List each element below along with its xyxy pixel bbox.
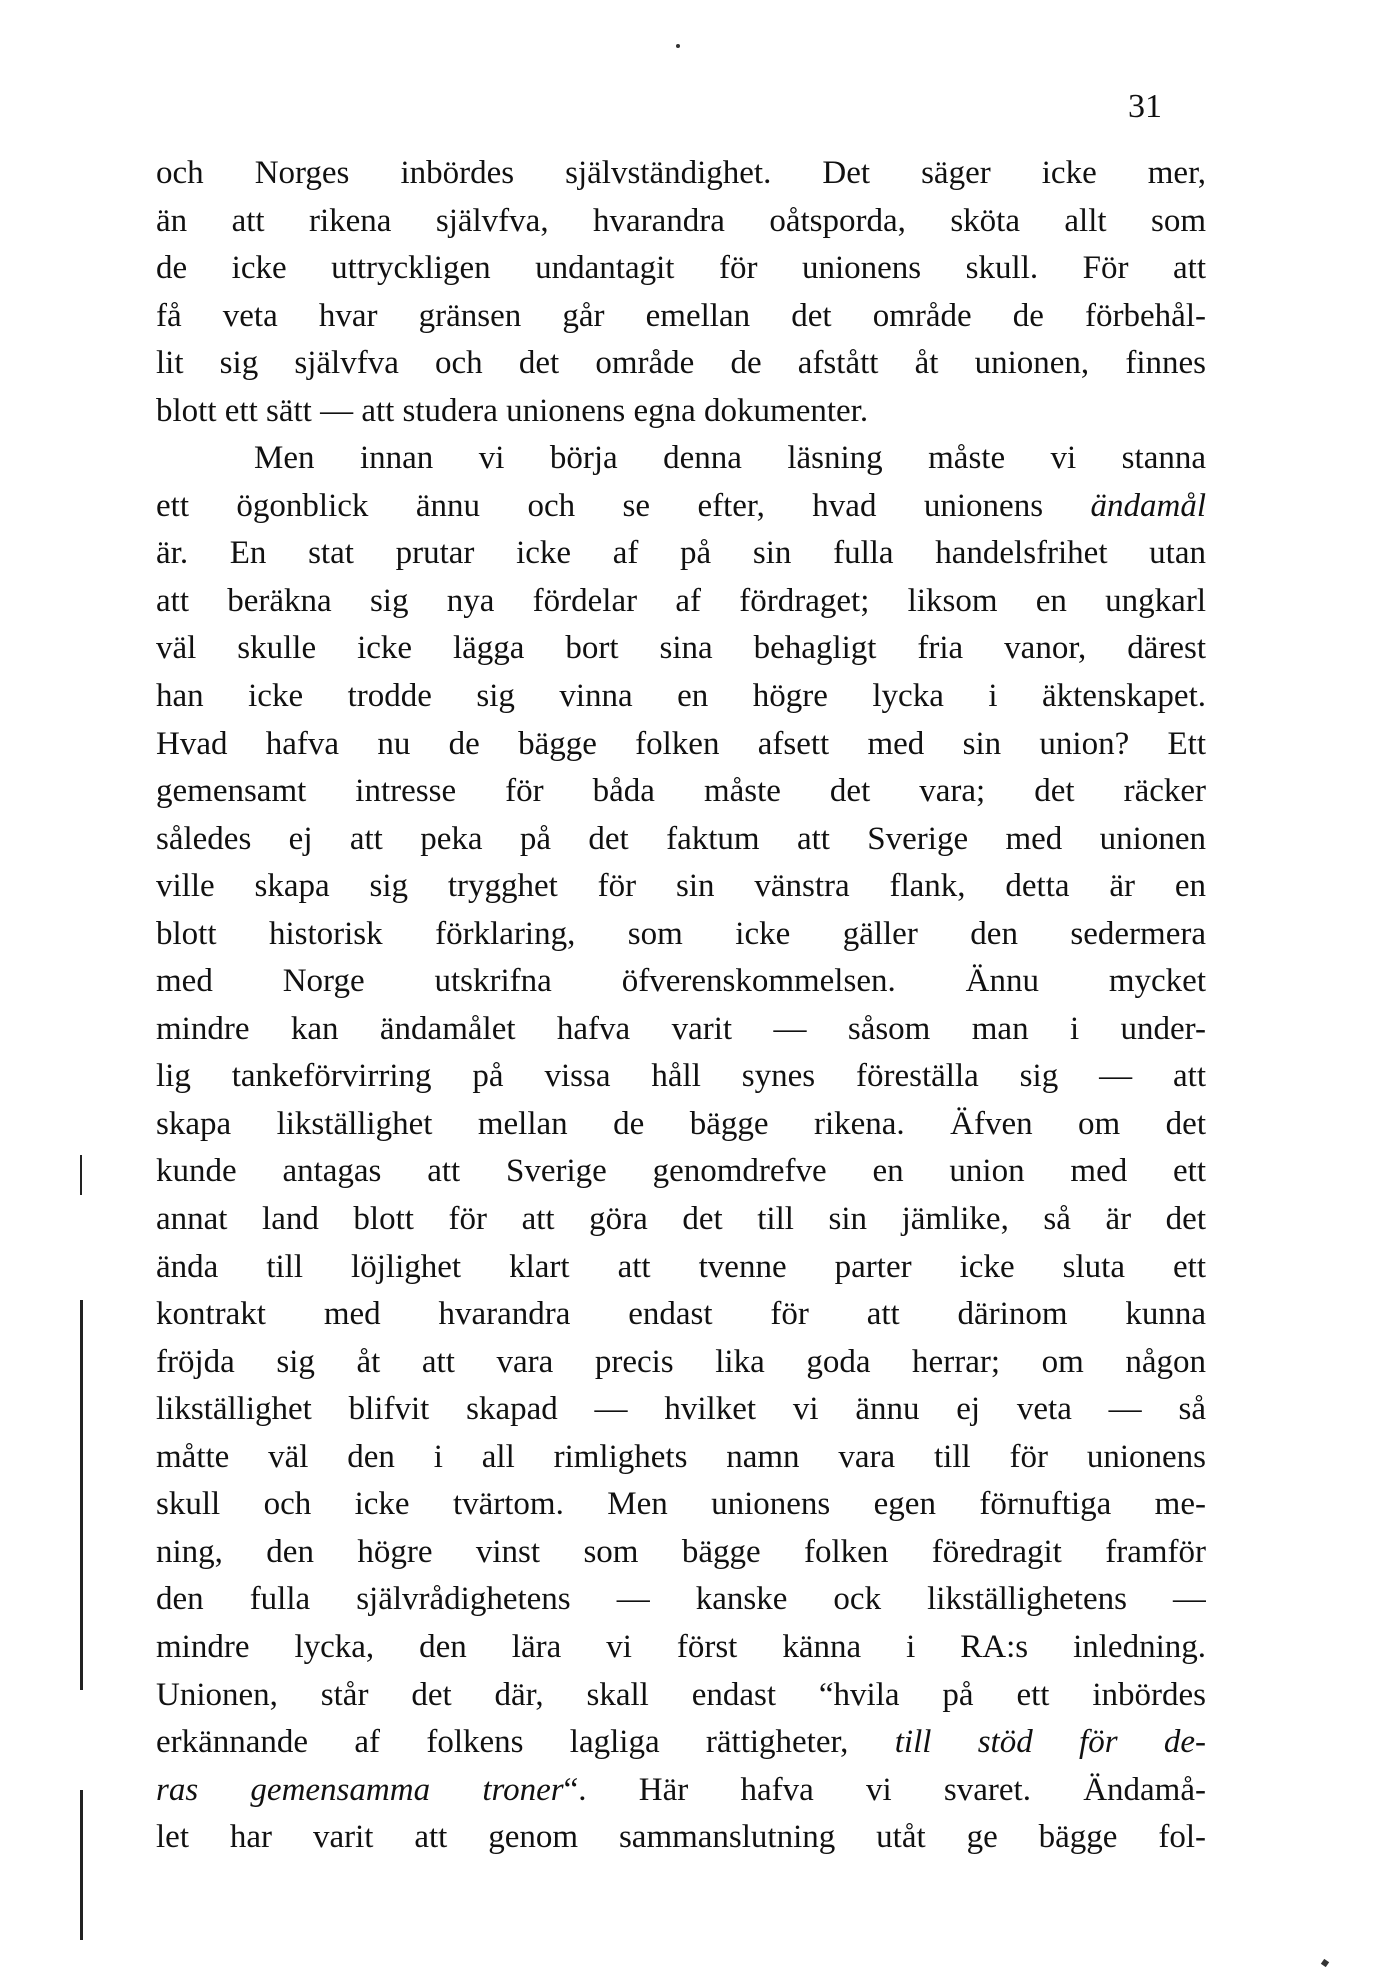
text-line: lit sig självfva och det område de afstått åt unionen, finnes xyxy=(156,345,1206,382)
text-line xyxy=(156,1767,1206,1815)
text-fragment: “. Här hafva vi svaret. Ändamå- xyxy=(563,1771,1206,1808)
text-line: måtte väl den i all rimlighets namn vara till för unionens xyxy=(156,1438,1206,1475)
text-fragment: ett ögonblick ännu och se efter, hvad unionens xyxy=(156,487,1091,524)
binding-shadow-mark xyxy=(80,1790,83,1940)
text-line: kontrakt med hvarandra endast för att därinom kunna xyxy=(156,1296,1206,1333)
text-line: således ej att peka på det faktum att Sverige med unionen xyxy=(156,820,1206,857)
text-line: fröjda sig åt att vara precis lika goda herrar; om någon xyxy=(156,1343,1206,1380)
text-line xyxy=(156,483,1206,531)
text-line: blott ett sätt — att studera unionens egna dokumenter. xyxy=(156,392,869,429)
text-line: mindre lycka, den lära vi först känna i RA:s inledning. xyxy=(156,1628,1206,1665)
text-fragment: erkännande af folkens lagliga rättigheter, xyxy=(156,1724,895,1761)
text-line: skull och icke tvärtom. Men unionens egen förnuftiga me- xyxy=(156,1486,1206,1523)
text-line: blott historisk förklaring, som icke gäller den sedermera xyxy=(156,915,1206,952)
text-line: annat land blott för att göra det till sin jämlike, så är det xyxy=(156,1201,1206,1238)
text-line: väl skulle icke lägga bort sina behagligt fria vanor, därest xyxy=(156,630,1206,667)
text-line: med Norge utskrifna öfverenskommelsen. Ännu mycket xyxy=(156,963,1206,1000)
text-line: Men innan vi börja denna läsning måste vi stanna xyxy=(254,440,1206,477)
text-line: de icke uttryckligen undantagit för unionens skull. För att xyxy=(156,250,1206,287)
text-line: och Norges inbördes självständighet. Det säger icke mer, xyxy=(156,155,1206,191)
text-line: likställighet blifvit skapad — hvilket vi ännu ej veta — så xyxy=(156,1391,1206,1428)
text-line xyxy=(156,1719,1206,1767)
text-line: ända till löjlighet klart att tvenne parter icke sluta ett xyxy=(156,1248,1206,1285)
italic-fragment: till stöd för de- xyxy=(894,1724,1206,1761)
text-line: ville skapa sig trygghet för sin vänstra flank, detta är en xyxy=(156,868,1206,905)
text-line: Unionen, står det där, skall endast “hvila på ett inbördes xyxy=(156,1676,1206,1713)
text-line: gemensamt intresse för båda måste det vara; det räcker xyxy=(156,773,1206,810)
text-line: lig tankeförvirring på vissa håll synes föreställa sig — att xyxy=(156,1058,1206,1095)
text-line: han icke trodde sig vinna en högre lycka i äktenskapet. xyxy=(156,678,1206,715)
scan-speck xyxy=(1321,1959,1329,1967)
text-line: let har varit att genom sammanslutning utåt ge bägge fol- xyxy=(156,1819,1206,1856)
text-line: ning, den högre vinst som bägge folken föredragit framför xyxy=(156,1533,1206,1570)
text-line: är. En stat prutar icke af på sin fulla handelsfrihet utan xyxy=(156,535,1206,572)
body-text xyxy=(156,150,1206,1862)
binding-shadow-mark xyxy=(80,1155,82,1195)
page-number: 31 xyxy=(1128,88,1162,125)
text-line: mindre kan ändamålet hafva varit — såsom man i under- xyxy=(156,1010,1206,1047)
text-line: än att rikena självfva, hvarandra oåtsporda, sköta allt som xyxy=(156,202,1206,239)
scan-speck xyxy=(676,44,680,48)
text-line: den fulla självrådighetens — kanske ock likställighetens — xyxy=(156,1581,1206,1618)
text-line: kunde antagas att Sverige genomdrefve en union med ett xyxy=(156,1153,1206,1190)
italic-fragment: ras gemensamma troner xyxy=(156,1771,564,1808)
text-line: skapa likställighet mellan de bägge rikena. Äfven om det xyxy=(156,1105,1206,1142)
binding-shadow-mark xyxy=(80,1300,83,1690)
text-line: att beräkna sig nya fördelar af fördraget; liksom en ungkarl xyxy=(156,582,1206,619)
italic-fragment: ändamål xyxy=(1090,487,1206,524)
text-line: få veta hvar gränsen går emellan det område de förbehål- xyxy=(156,297,1206,334)
text-line: Hvad hafva nu de bägge folken afsett med sin union? Ett xyxy=(156,725,1206,762)
